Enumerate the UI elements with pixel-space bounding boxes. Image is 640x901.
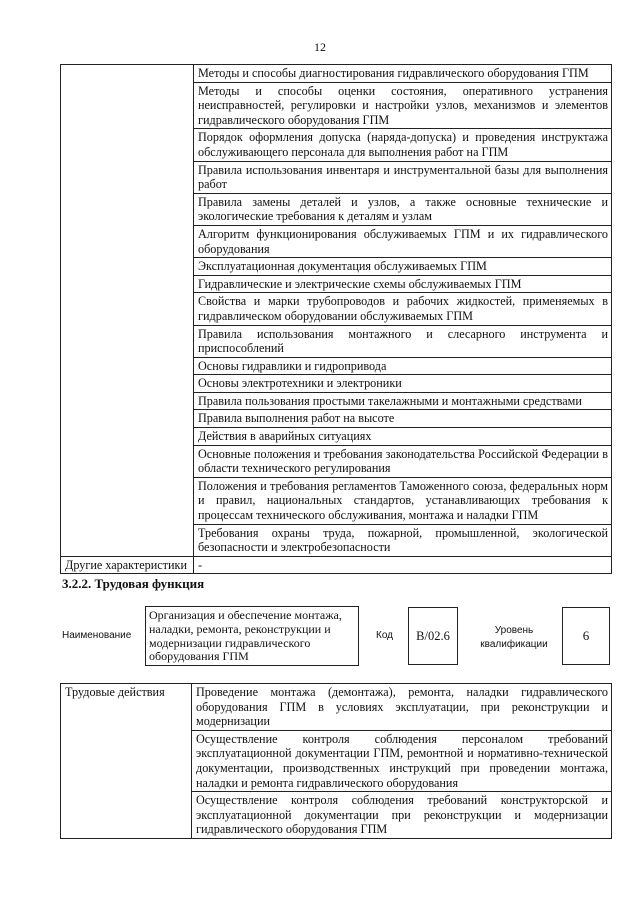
function-name-box: Организация и обеспечение монтажа, наладки, ремонта, реконструкции и модернизации гидравлического оборудования ГПМ: [145, 606, 359, 666]
qualification-level-label: Уровень квалификации: [480, 625, 548, 650]
table-row: [61, 556, 612, 574]
knowledge-item: Свойства и марки трубопроводов и рабочих жидкостей, применяемых в гидравлическом оборудовании обслуживаемых ГПМ: [194, 293, 612, 325]
page-number: 12: [314, 40, 326, 54]
knowledge-item: Основы гидравлики и гидропривода: [194, 357, 612, 375]
knowledge-item: Действия в аварийных ситуациях: [194, 428, 612, 446]
knowledge-item: Правила выполнения работ на высоте: [194, 410, 612, 428]
name-label: Наименование: [62, 630, 132, 641]
code-label: Код: [376, 630, 394, 641]
knowledge-item: Основные положения и требования законодательства Российской Федерации в области технического регулирования: [194, 445, 612, 477]
knowledge-label-cell: [61, 65, 194, 557]
table-row: [61, 65, 612, 83]
table-row: [61, 684, 612, 731]
code-box: B/02.6: [408, 607, 458, 665]
labor-action-item: Проведение монтажа (демонтажа), ремонта, наладки гидравлического оборудования ГПМ в условиях эксплуатации, при реконструкции и модернизации: [192, 684, 612, 731]
labor-actions-table: [60, 683, 612, 839]
knowledge-item: Методы и способы диагностирования гидравлического оборудования ГПМ: [194, 65, 612, 83]
knowledge-item: Гидравлические и электрические схемы обслуживаемых ГПМ: [194, 275, 612, 293]
knowledge-item: Алгоритм функционирования обслуживаемых ГПМ и их гидравлического оборудования: [194, 225, 612, 257]
knowledge-item: Эксплуатационная документация обслуживаемых ГПМ: [194, 258, 612, 276]
labor-action-item: Осуществление контроля соблюдения персоналом требований эксплуатационной документации ГПМ, ремонтной и нормативно-технической документации, производственных инструкций при проведении монтажа, наладки и ремонта гидравлического оборудования: [192, 730, 612, 791]
knowledge-item: Положения и требования регламентов Таможенного союза, федеральных норм и правил, национальных стандартов, устанавливающих требования к процессам технического обслуживания, монтажа и наладки ГПМ: [194, 477, 612, 524]
knowledge-item: Правила пользования простыми такелажными и монтажными средствами: [194, 392, 612, 410]
knowledge-table: [60, 64, 612, 574]
knowledge-item: Правила использования монтажного и слесарного инструмента и приспособлений: [194, 325, 612, 357]
other-characteristics-label: Другие характеристики: [61, 556, 194, 574]
section-heading: 3.2.2. Трудовая функция: [62, 576, 205, 591]
knowledge-item: Правила замены деталей и узлов, а также основные технические и экологические требования к деталям и узлам: [194, 193, 612, 225]
other-characteristics-value: -: [194, 556, 612, 574]
labor-action-item: Осуществление контроля соблюдения требований конструкторской и эксплуатационной документации при реконструкции и модернизации гидравлического оборудования ГПМ: [192, 792, 612, 839]
knowledge-item: Правила использования инвентаря и инструментальной базы для выполнения работ: [194, 161, 612, 193]
knowledge-item: Требования охраны труда, пожарной, промышленной, экологической безопасности и электробезопасности: [194, 524, 612, 556]
knowledge-item: Основы электротехники и электроники: [194, 375, 612, 393]
knowledge-item: Порядок оформления допуска (наряда-допуска) и проведения инструктажа обслуживающего персонала для выполнения работ на ГПМ: [194, 129, 612, 161]
labor-actions-label: Трудовые действия: [61, 684, 192, 839]
knowledge-item: Методы и способы оценки состояния, оперативного устранения неисправностей, регулировки и настройки узлов, механизмов и элементов гидравлического оборудования ГПМ: [194, 82, 612, 129]
qualification-level-box: 6: [562, 607, 610, 665]
